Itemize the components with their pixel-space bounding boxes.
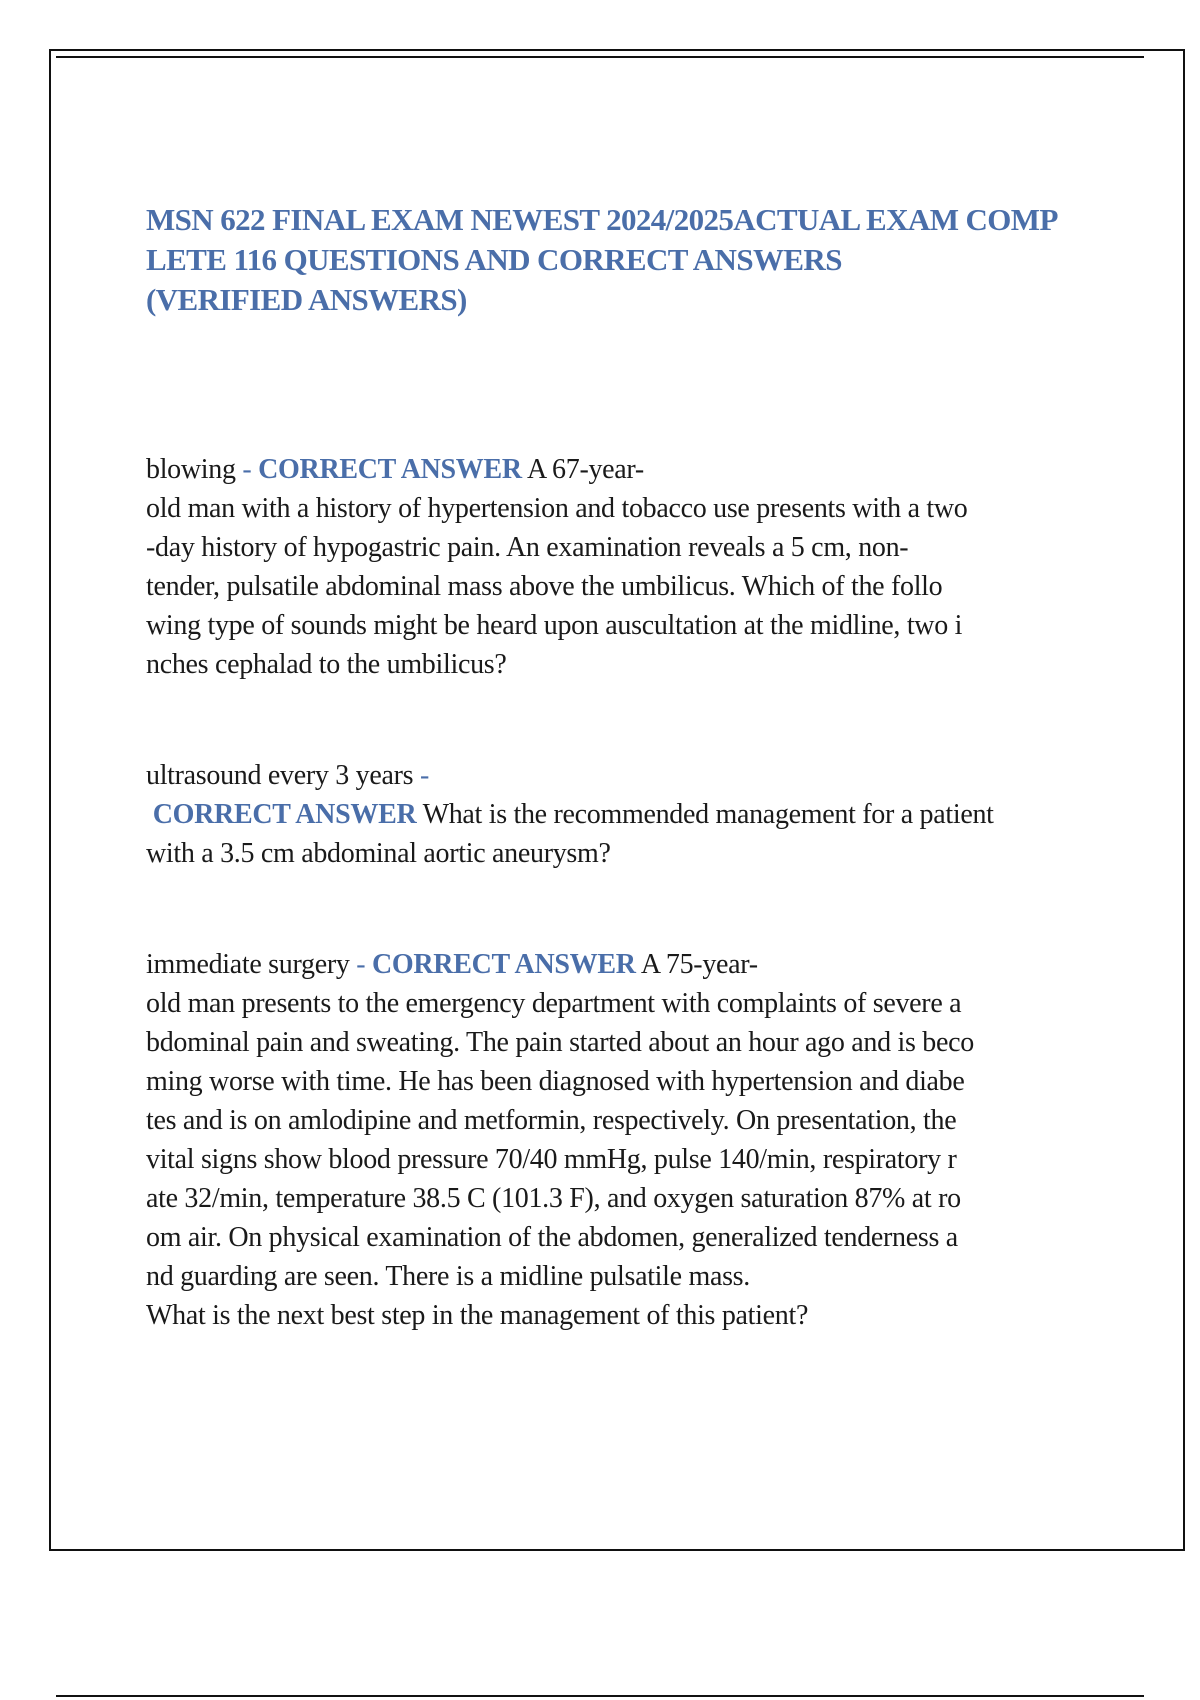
question-line: -day history of hypogastric pain. An examination reveals a 5 cm, non-: [146, 532, 909, 563]
title-line: LETE 116 QUESTIONS AND CORRECT ANSWERS: [146, 242, 842, 277]
question-line: What is the next best step in the management of this patient?: [146, 1300, 809, 1331]
question-line: old man with a history of hypertension and tobacco use presents with a two: [146, 493, 968, 524]
answer-text: blowing: [146, 454, 236, 485]
correct-answer-marker: CORRECT ANSWER: [371, 949, 636, 980]
document-title: [146, 200, 1136, 320]
question-line: bdominal pain and sweating. The pain started about an hour ago and is beco: [146, 1027, 974, 1058]
question-start: A 75-year-: [640, 949, 758, 980]
answer-text: immediate surgery: [146, 949, 350, 980]
document-body: [146, 200, 1136, 1335]
qa-marker-line: [146, 795, 1136, 834]
marker-dash: -: [413, 760, 429, 791]
title-line: (VERIFIED ANSWERS): [146, 282, 467, 317]
question-line: tender, pulsatile abdominal mass above the umbilicus. Which of the follo: [146, 571, 943, 602]
title-line: MSN 622 FINAL EXAM NEWEST 2024/2025ACTUAL EXAM COMP: [146, 202, 1058, 237]
question-line: om air. On physical examination of the abdomen, generalized tenderness a: [146, 1222, 958, 1253]
marker-dash: -: [349, 949, 372, 980]
question-line: old man presents to the emergency department with complaints of severe a: [146, 988, 962, 1019]
correct-answer-marker: CORRECT ANSWER: [258, 454, 522, 485]
question-start: What is the recommended management for a patient: [422, 799, 994, 830]
question-line: vital signs show blood pressure 70/40 mmHg, pulse 140/min, respiratory r: [146, 1144, 957, 1175]
question-line: nd guarding are seen. There is a midline pulsatile mass.: [146, 1261, 750, 1292]
marker-dash: -: [235, 454, 259, 485]
question-line: tes and is on amlodipine and metformin, respectively. On presentation, the: [146, 1105, 957, 1136]
correct-answer-marker: CORRECT ANSWER: [152, 799, 417, 830]
answer-text: ultrasound every 3 years: [146, 760, 414, 791]
question-line: ming worse with time. He has been diagnosed with hypertension and diabe: [146, 1066, 965, 1097]
question-line: ate 32/min, temperature 38.5 C (101.3 F), and oxygen saturation 87% at ro: [146, 1183, 961, 1214]
question-line: wing type of sounds might be heard upon auscultation at the midline, two i: [146, 610, 963, 641]
qa-item: [146, 945, 1136, 1335]
question-start: A 67-year-: [526, 454, 644, 485]
qa-first-line: [146, 756, 1136, 795]
qa-item: [146, 450, 1136, 684]
question-line: nches cephalad to the umbilicus?: [146, 649, 507, 680]
qa-first-line: [146, 450, 1136, 489]
bottom-rule: [56, 1695, 1144, 1697]
qa-item: [146, 756, 1136, 873]
question-line: with a 3.5 cm abdominal aortic aneurysm?: [146, 838, 611, 869]
top-rule: [56, 56, 1144, 58]
qa-first-line: [146, 945, 1136, 984]
